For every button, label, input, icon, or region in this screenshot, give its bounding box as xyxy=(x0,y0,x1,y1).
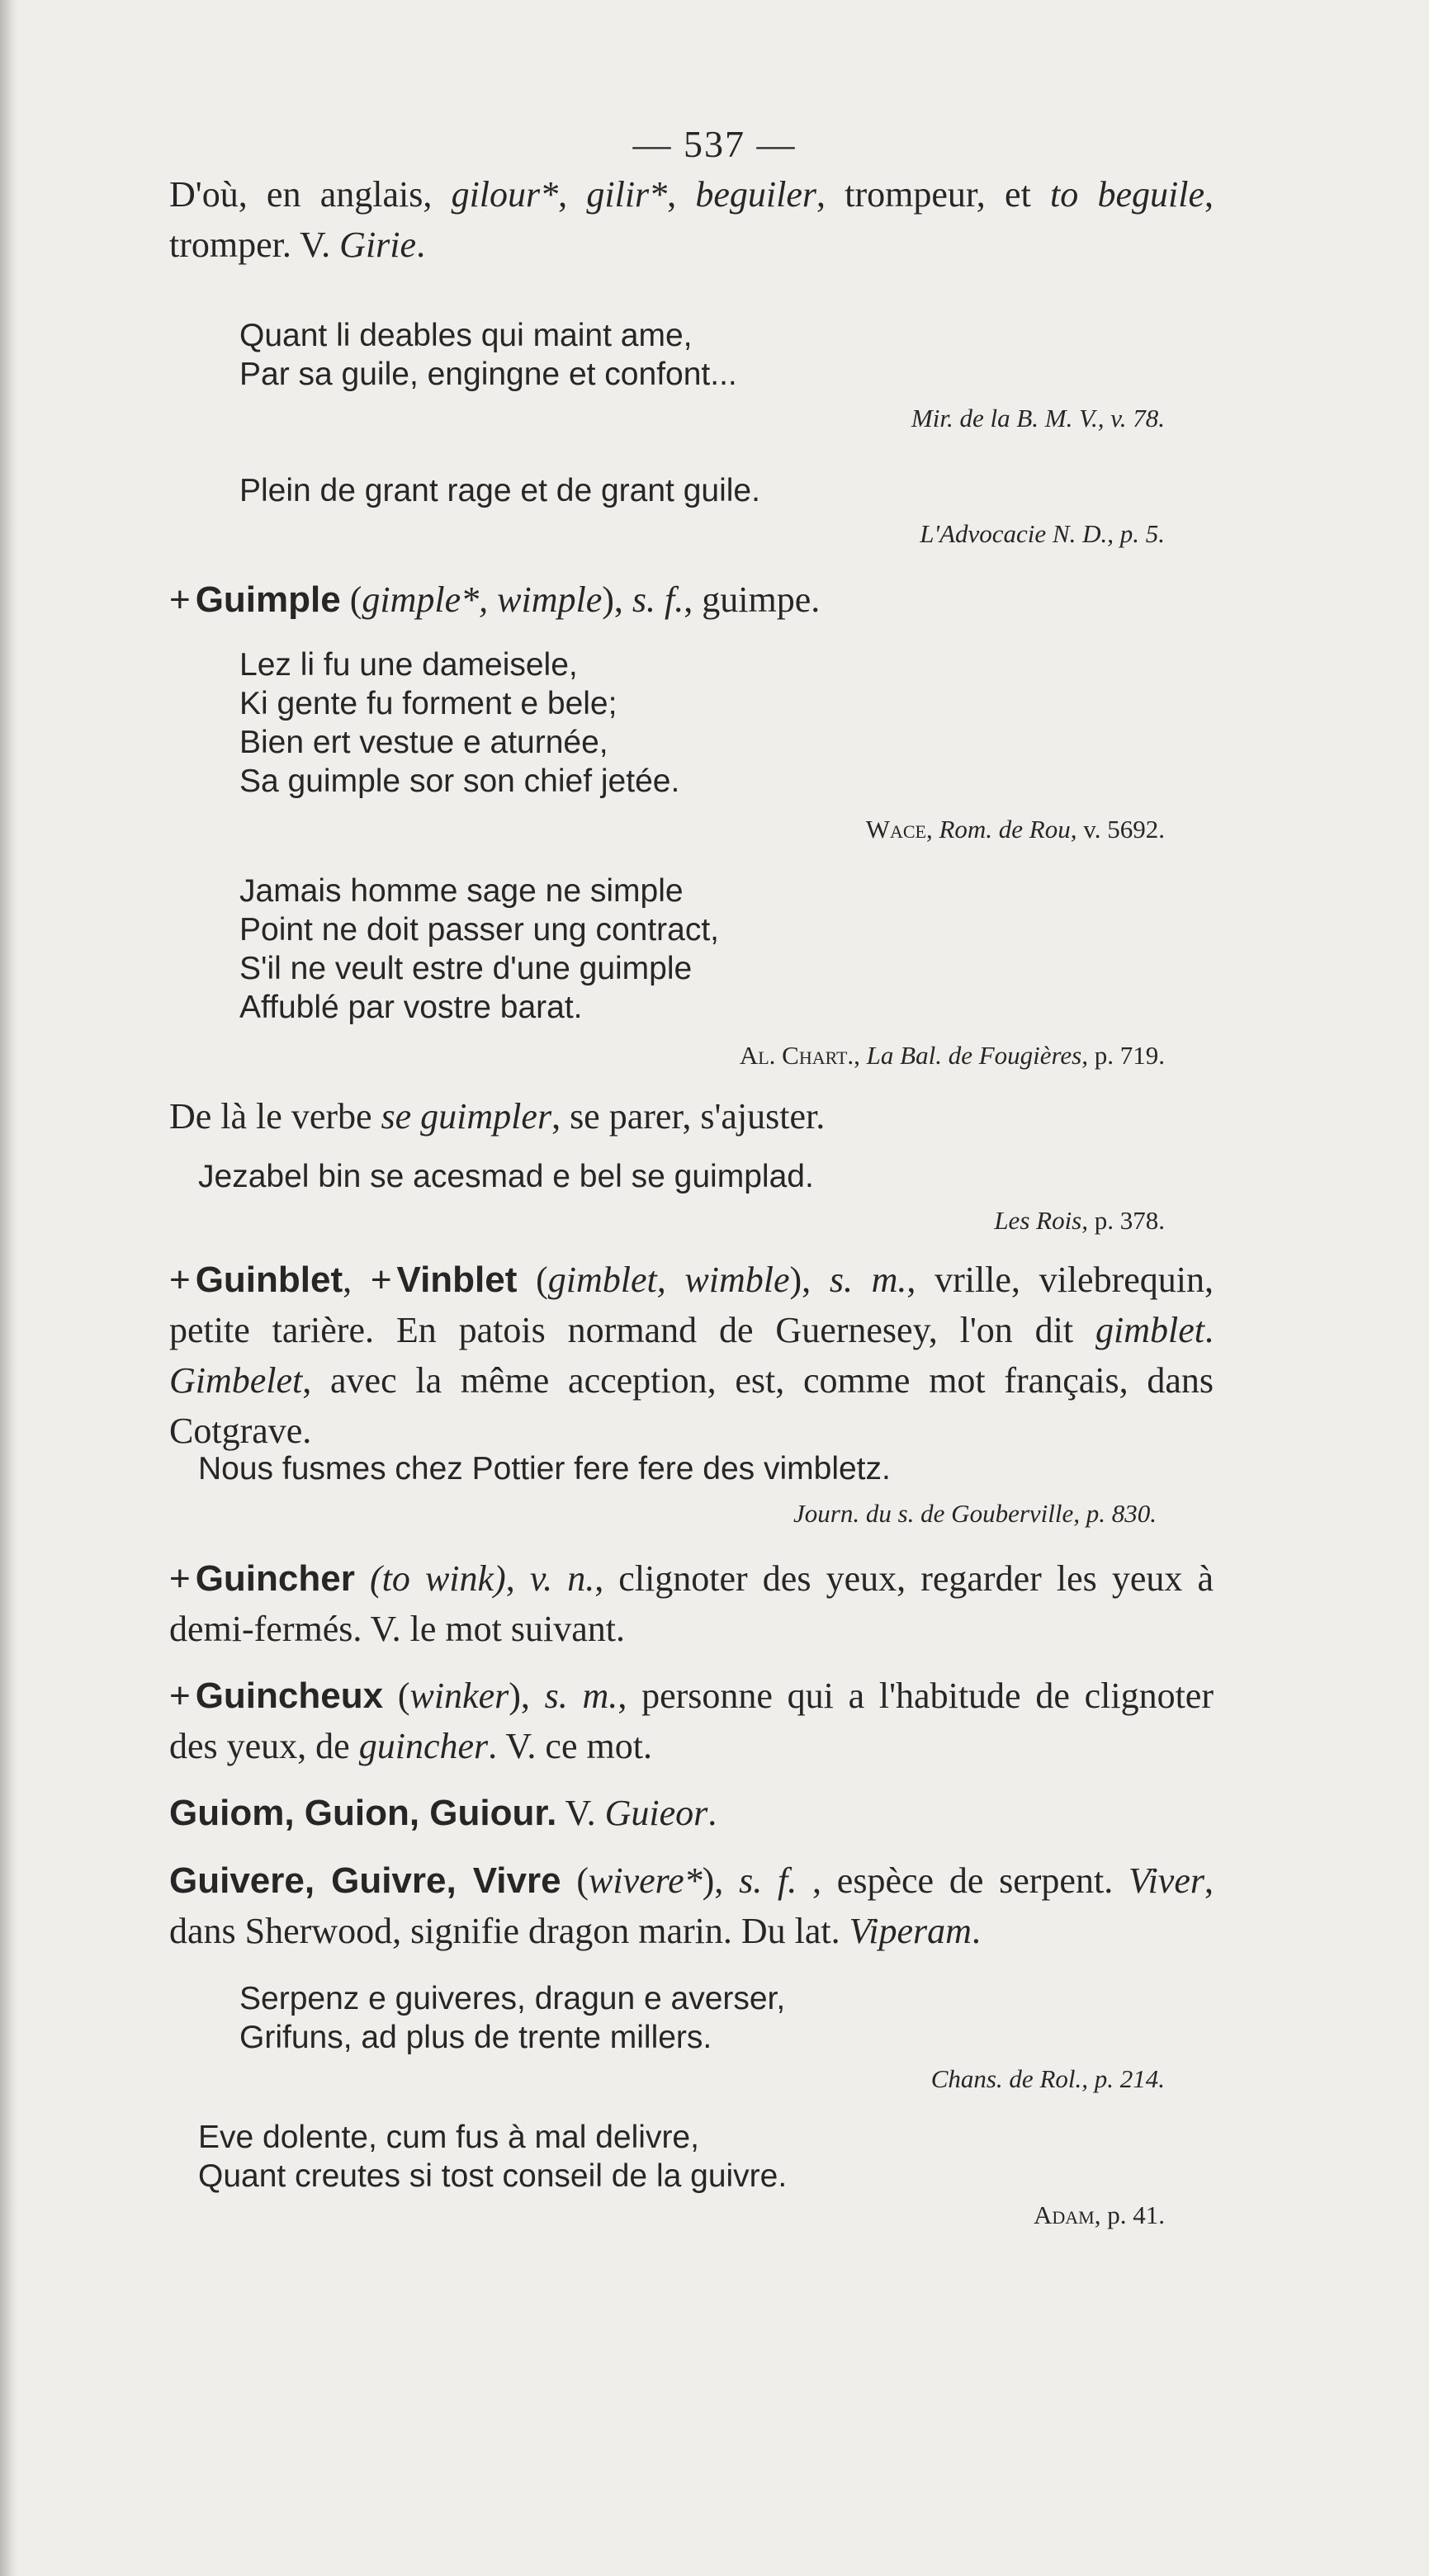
verse-line: Nous fusmes chez Pottier fere fere des vimbletz. xyxy=(198,1451,891,1487)
cross-mark: + xyxy=(169,1558,191,1599)
verse-line: Sa guimple sor son chief jetée. xyxy=(239,763,680,799)
verse-line: Par sa guile, engingne et confont... xyxy=(239,357,737,392)
quote-gouberville xyxy=(198,1449,891,1488)
quote-source: Les Rois, p. 378. xyxy=(994,1206,1165,1235)
verse-line: Jamais homme sage ne simple xyxy=(239,873,684,909)
verse-line: Eve dolente, cum fus à mal delivre, xyxy=(198,2120,699,2155)
page-binding-edge xyxy=(0,0,18,2576)
quote-source: Wace, Rom. de Rou, v. 5692. xyxy=(865,815,1165,844)
verse-line: Jezabel bin se acesmad e bel se guimplad. xyxy=(198,1159,814,1194)
entry-guincher: + Guincher (to wink), v. n., clignoter des yeux, regarder les yeux à demi-fermés. V. le mot suivant. xyxy=(169,1558,1214,1649)
headword: Guinblet xyxy=(195,1260,343,1300)
headword: Guincheux xyxy=(195,1676,384,1716)
page-number: — 537 — xyxy=(632,123,797,165)
quote-source: Al. Chart., La Bal. de Fougières, p. 719. xyxy=(739,1041,1165,1070)
verse-line: Plein de grant rage et de grant guile. xyxy=(239,473,760,508)
verse-line: S'il ne veult estre d'une guimple xyxy=(239,951,693,986)
entry-guincheux: + Guincheux (winker), s. m., personne qui a l'habitude de clignoter des yeux, de guincher. V. ce mot. xyxy=(169,1676,1214,1766)
quote-wace xyxy=(239,645,679,801)
verse-line: Bien ert vestue e aturnée, xyxy=(239,725,608,760)
entry-guivere: Guivere, Guivre, Vivre (wivere*), s. f. , espèce de serpent. Viver, dans Sherwood, signifie dragon marin. Du lat. Viperam. xyxy=(169,1860,1214,1951)
verse-line: Ki gente fu forment e bele; xyxy=(239,686,617,721)
quote-source: Journ. du s. de Gouberville, p. 830. xyxy=(793,1499,1157,1528)
quote-rois xyxy=(198,1157,814,1196)
entry-guinblet: + Guinblet, + Vinblet (gimblet, wimble), s. m., vrille, vilebrequin, petite tarière. En patois normand de Guernesey, l'on dit gimblet. Gimbelet, avec la même acception, est, comme mot français, dans Cotgrave. xyxy=(169,1260,1214,1451)
entry-guimple: + Guimple (gimple*, wimple), s. f., guimpe. xyxy=(169,579,821,620)
verse-line: Serpenz e guiveres, dragun e averser, xyxy=(239,1981,786,2016)
verse-line: Point ne doit passer ung contract, xyxy=(239,912,720,948)
headword: Guimple xyxy=(195,579,341,620)
entry-guiom: Guiom, Guion, Guiour. V. Guieor. xyxy=(169,1793,717,1833)
quote-source: Adam, p. 41. xyxy=(1034,2200,1165,2229)
quote-roland xyxy=(239,1979,785,2057)
cross-mark: + xyxy=(370,1260,392,1300)
headword: Vinblet xyxy=(396,1260,518,1300)
cross-mark: + xyxy=(169,1260,191,1300)
headword: Guincher xyxy=(195,1558,355,1599)
verse-line: Quant creutes si tost conseil de la guivre. xyxy=(198,2158,788,2194)
verse-line: Affublé par vostre barat. xyxy=(239,990,583,1025)
quote-source: Mir. de la B. M. V., v. 78. xyxy=(911,404,1165,432)
quote-mir xyxy=(239,316,737,394)
quote-advocacie xyxy=(239,471,760,510)
quote-source: L'Advocacie N. D., p. 5. xyxy=(920,519,1165,548)
cross-mark: + xyxy=(169,1676,191,1716)
verse-line: Lez li fu une dameisele, xyxy=(239,647,578,683)
intro-paragraph: D'où, en anglais, gilour*, gilir*, beguiler, trompeur, et to beguile, tromper. V. Girie. xyxy=(169,174,1214,265)
cross-mark: + xyxy=(169,579,191,620)
quote-chartier xyxy=(239,872,719,1027)
verse-line: Grifuns, ad plus de trente millers. xyxy=(239,2020,712,2055)
quote-adam xyxy=(198,2118,787,2196)
paragraph-verb: De là le verbe se guimpler, se parer, s'ajuster. xyxy=(169,1096,826,1137)
verse-line: Quant li deables qui maint ame, xyxy=(239,318,693,353)
headword: Guiom, Guion, Guiour. xyxy=(169,1793,557,1833)
quote-source: Chans. de Rol., p. 214. xyxy=(930,2064,1165,2093)
headword: Guivere, Guivre, Vivre xyxy=(169,1860,561,1901)
